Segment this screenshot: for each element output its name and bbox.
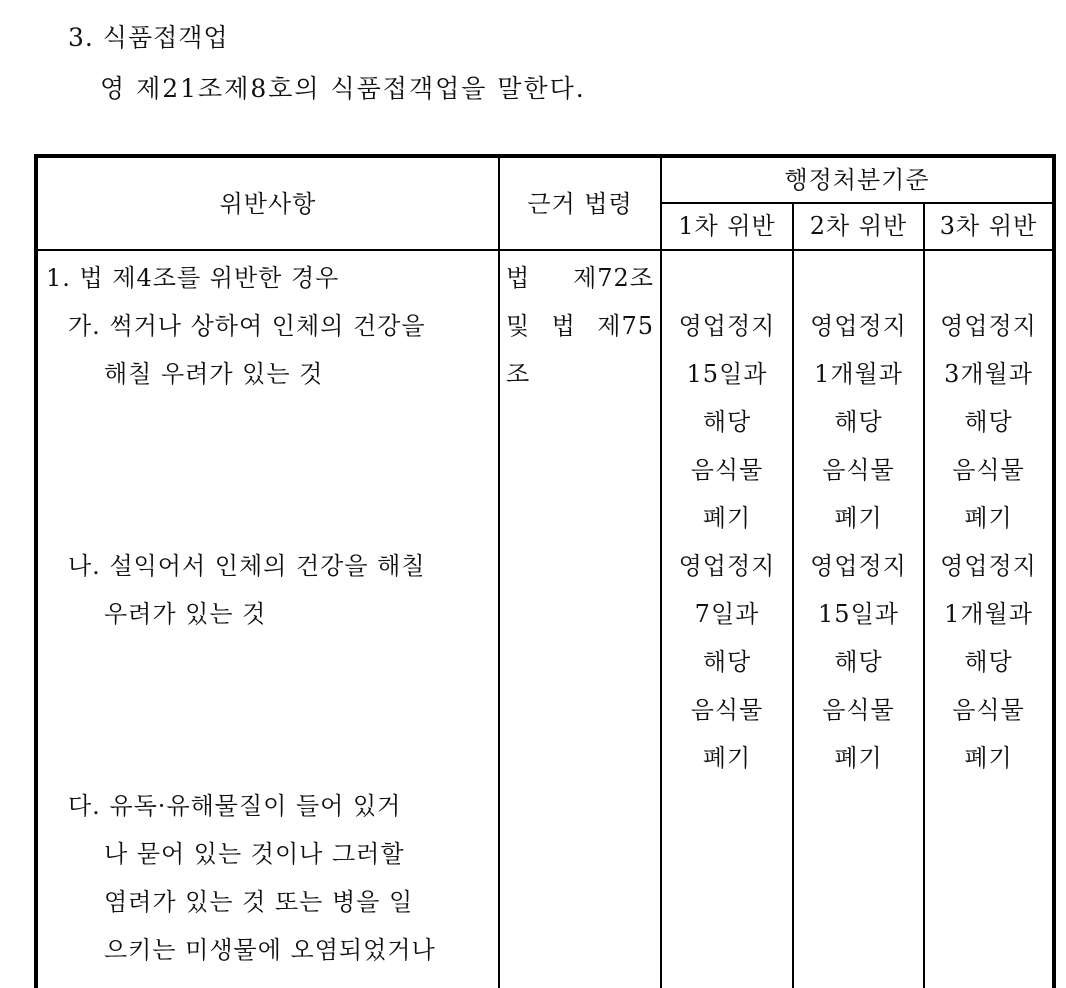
violation-column — [46, 254, 494, 974]
sub-item-c-line-1: 다. 유독·유해물질이 들어 있거 — [68, 792, 402, 820]
penalty-line: 음식물 — [952, 456, 1025, 484]
penalty-line: 해당 — [964, 648, 1013, 676]
law-line-3: 조 — [506, 360, 531, 388]
penalty-line: 해당 — [702, 648, 752, 676]
penalty-line: 음식물 — [952, 696, 1025, 724]
penalty-line: 영업정지 — [810, 552, 907, 580]
penalty-line: 해당 — [834, 648, 883, 676]
penalty-line: 1개월과 — [814, 360, 903, 388]
penalty-line: 음식물 — [822, 696, 895, 724]
spacer — [46, 446, 494, 494]
spacer — [46, 686, 494, 734]
sub-item-c-line-4: 으키는 미생물에 오염되었거나 — [104, 936, 436, 964]
header-third-violation: 3차 위반 — [939, 212, 1038, 240]
penalty-a-first — [662, 302, 792, 542]
penalty-a-third — [925, 302, 1052, 542]
col-divider-law — [498, 158, 500, 988]
administrative-penalty-table — [34, 154, 1056, 988]
law-column — [506, 254, 654, 398]
penalty-a-second — [794, 302, 923, 542]
spacer — [46, 494, 494, 542]
header-criteria: 행정처분기준 — [784, 166, 930, 194]
penalty-line: 15일과 — [818, 600, 899, 628]
penalty-line: 15일과 — [686, 360, 768, 388]
sub-item-a-line-2: 해칠 우려가 있는 것 — [104, 360, 324, 388]
penalty-line: 폐기 — [964, 504, 1013, 532]
penalty-line: 영업정지 — [940, 312, 1037, 340]
criteria-header-divider — [660, 202, 1052, 204]
penalty-b-second — [794, 542, 923, 782]
header-bottom-line — [38, 249, 1052, 251]
header-second-violation: 2차 위반 — [809, 212, 908, 240]
penalty-line: 폐기 — [702, 744, 752, 772]
sub-item-c-line-2: 나 묻어 있는 것이나 그러할 — [104, 840, 405, 868]
penalty-b-third — [925, 542, 1052, 782]
penalty-line: 해당 — [964, 408, 1013, 436]
section-description: 영 제21조제8호의 식품접객업을 말한다. — [100, 74, 586, 103]
header-violation: 위반사항 — [219, 190, 317, 218]
header-law: 근거 법령 — [527, 190, 633, 218]
penalty-line: 영업정지 — [678, 552, 776, 580]
penalty-line: 음식물 — [690, 696, 764, 724]
spacer — [46, 398, 494, 446]
law-line-1: 법 제72조 — [506, 264, 654, 292]
spacer — [46, 638, 494, 686]
law-line-2: 및 법 제75 — [506, 312, 654, 340]
main-violation-item: 1. 법 제4조를 위반한 경우 — [46, 264, 340, 292]
penalty-line: 음식물 — [822, 456, 895, 484]
section-title: 3. 식품접객업 — [68, 23, 229, 52]
sub-item-c-line-3: 염려가 있는 것 또는 병을 일 — [104, 888, 414, 916]
penalty-line: 음식물 — [690, 456, 764, 484]
penalty-line: 폐기 — [964, 744, 1013, 772]
sub-item-b-line-2: 우려가 있는 것 — [104, 600, 267, 628]
penalty-line: 7일과 — [694, 600, 760, 628]
penalty-line: 영업정지 — [940, 552, 1037, 580]
header-first-violation: 1차 위반 — [678, 212, 776, 240]
sub-item-b-line-1: 나. 설익어서 인체의 건강을 해칠 — [68, 552, 426, 580]
sub-item-a-line-1: 가. 썩거나 상하여 인체의 건강을 — [68, 312, 426, 340]
penalty-line: 폐기 — [834, 504, 883, 532]
penalty-line: 해당 — [702, 408, 752, 436]
penalty-line: 영업정지 — [678, 312, 776, 340]
penalty-line: 1개월과 — [944, 600, 1033, 628]
penalty-b-first — [662, 542, 792, 782]
penalty-line: 3개월과 — [944, 360, 1033, 388]
spacer — [46, 734, 494, 782]
penalty-line: 해당 — [834, 408, 883, 436]
penalty-line: 영업정지 — [810, 312, 907, 340]
penalty-line: 폐기 — [702, 504, 752, 532]
penalty-line: 폐기 — [834, 744, 883, 772]
